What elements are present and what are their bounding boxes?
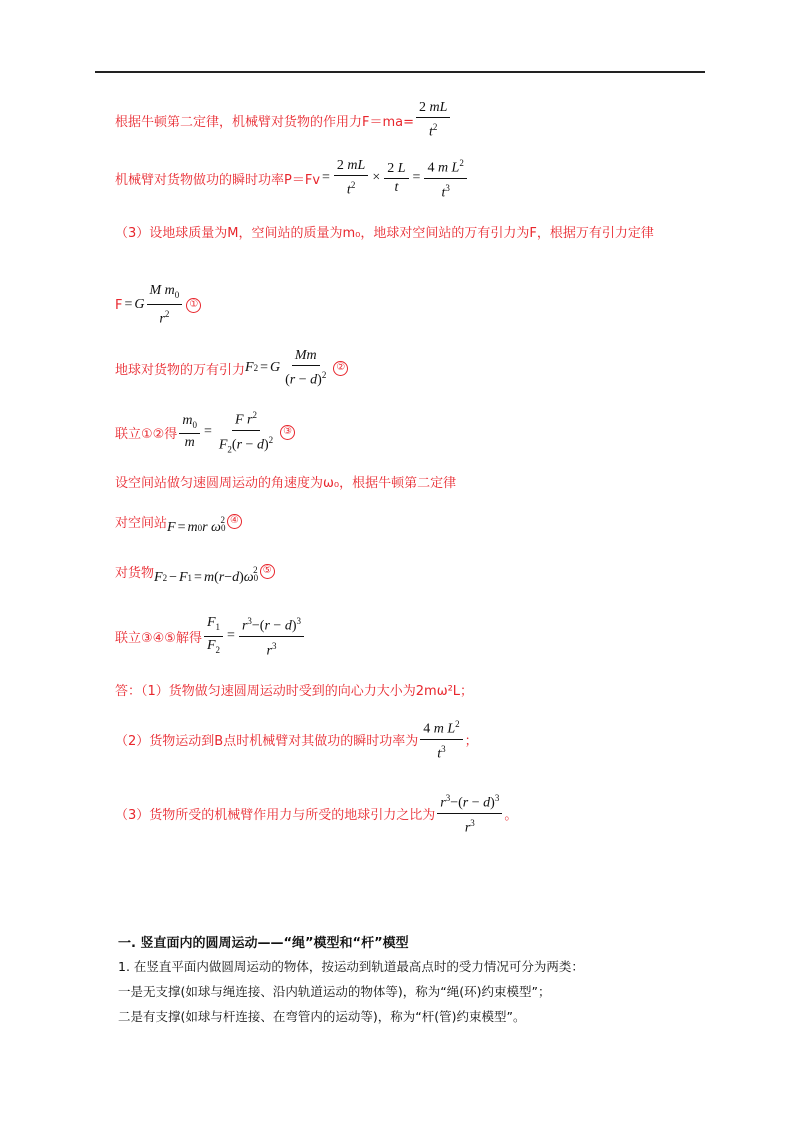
text-line-angular-velocity — [115, 472, 456, 491]
section-paragraph-2: 一是无支撑(如球与绳连接、沿内轨道运动的物体等)，称为“绳(环)约束模型”； — [118, 984, 551, 999]
line-text: 对空间站 — [115, 515, 168, 531]
line-text: 联立③④⑤解得 — [115, 630, 202, 646]
answer-line-2 — [115, 716, 478, 762]
line-text: （2）货物运动到B点时机械臂对其做功的瞬时功率为 — [115, 733, 419, 749]
line-text: （3）设地球质量为M，空间站的质量为m₀，地球对空间站的万有引力为F，根据万有引力定律 — [115, 226, 654, 241]
line-text: 设空间站做匀速圆周运动的角速度为ω₀，根据牛顿第二定律 — [115, 476, 457, 491]
line-text: 地球对货物的万有引力 — [115, 362, 246, 378]
answer-power-fraction: $\frac{4 m L^2}{t^3}$ — [418, 716, 464, 762]
equation-line-combine-12 — [115, 407, 295, 457]
equation-line-cargo-gravity — [115, 348, 348, 389]
solution-expression: $\frac{F_1}{F_2}$ = $\frac{r^3-(r - d)^3}{r^3}$ — [202, 613, 306, 659]
fraction-2mL-t2: $\frac{2 mL}{t^2}$ — [414, 100, 452, 141]
equation-line-solve — [115, 613, 306, 659]
line-end: ； — [464, 733, 478, 749]
text-line-part3 — [115, 222, 654, 241]
answer-ratio-fraction: $\frac{r^3-(r - d)^3}{r^3}$ — [435, 790, 504, 836]
station-expression: F = m 0 r ω 0 $^2$ — [167, 515, 226, 535]
line-text: （3）货物所受的机械臂作用力与所受的地球引力之比为 — [115, 807, 436, 823]
power-expression: = $\frac{2 mL}{t^2}$ × $\frac{2 L}{t}$ = $\frac{4 m L^2}{t^3}$ — [320, 155, 469, 201]
line-text: 机械臂对货物做功的瞬时功率P＝Fv — [115, 172, 321, 188]
line-end: 。 — [504, 807, 518, 823]
section-heading: 一. 竖直面内的圆周运动——“绳”模型和“杆”模型 — [118, 936, 409, 951]
cargo-gravity-expression: F 2 = G $\frac{Mm}{(r - d)^2}$ — [245, 348, 327, 388]
ratio-expression: $\frac{m_0}{m}$ = $\frac{F r^2}{F_2(r - d)^2}$ — [177, 407, 278, 457]
mark-1: ① — [186, 298, 201, 313]
equation-line-station — [115, 506, 242, 536]
mark-4: ④ — [227, 514, 242, 529]
line-text: F — [115, 297, 123, 313]
top-rule — [95, 71, 705, 73]
line-text: 根据牛顿第二定律，机械臂对货物的作用力F＝ma= — [115, 114, 415, 130]
line-text: 对货物 — [115, 565, 155, 581]
line-text: 答：（1）货物做匀速圆周运动时受到的向心力大小为2mω²L； — [115, 684, 474, 699]
line-text: 联立①②得 — [115, 426, 178, 442]
equation-line-cargo — [115, 556, 275, 586]
gravitation-expression: = G $\frac{M m_0}{r^2}$ — [122, 283, 184, 327]
cargo-expression: F 2 − F 1 = m ( r − d ) ω 0 $^2$ — [154, 565, 259, 585]
answer-line-1 — [115, 680, 473, 699]
equation-line-force — [115, 100, 452, 141]
section-paragraph-3: 二是有支撑(如球与杆连接、在弯管内的运动等)，称为“杆(管)约束模型”。 — [118, 1009, 526, 1024]
mark-3: ③ — [280, 425, 295, 440]
equation-line-power — [115, 155, 469, 201]
equation-line-gravitation — [115, 283, 201, 327]
section-paragraph-1: 1. 在竖直平面内做圆周运动的物体，按运动到轨道最高点时的受力情况可分为两类： — [118, 959, 584, 974]
mark-5: ⑤ — [260, 564, 275, 579]
answer-line-3 — [115, 790, 517, 836]
mark-2: ② — [333, 361, 348, 376]
